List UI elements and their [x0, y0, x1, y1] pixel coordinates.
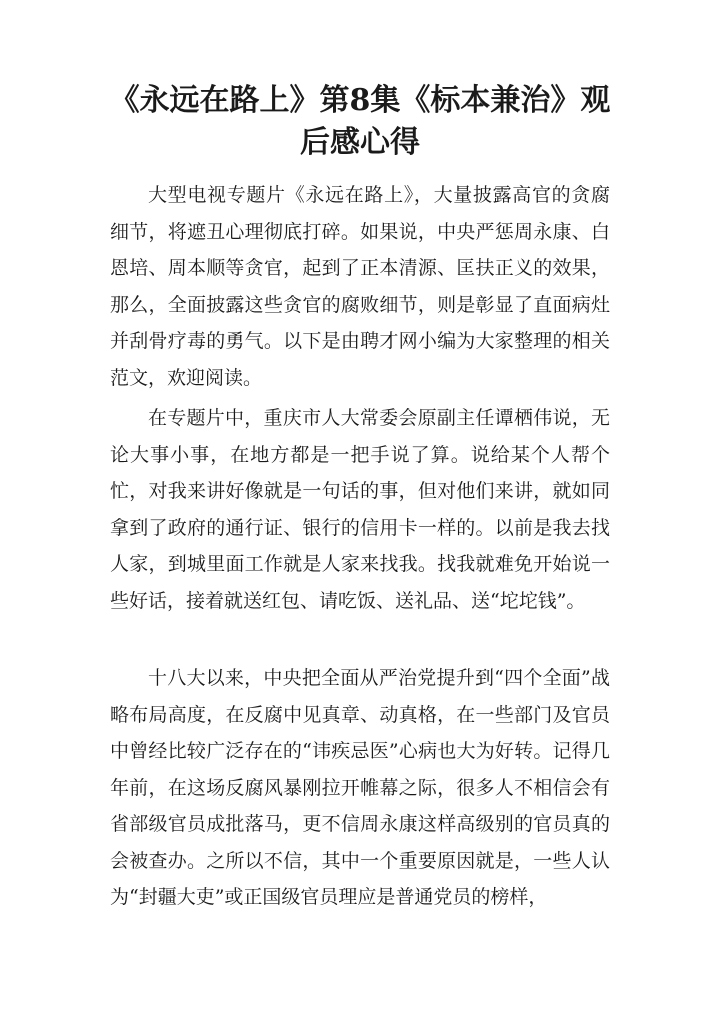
paragraph-intro: 大型电视专题片《永远在路上》，大量披露高官的贪腐细节，将遮丑心理彻底打碎。如果说，中央严惩周永康、白恩培、周本顺等贪官，起到了正本清源、匡扶正义的效果，那么，全面披露这些贪官的腐败细节，则是彰显了直面病灶并刮骨疗毒的勇气。以下是由聘才网小编为大家整理的相关范文，欢迎阅读。: [110, 184, 610, 389]
paragraph-analysis: 十八大以来，中央把全面从严治党提升到“四个全面”战略布局高度，在反腐中见真章、动真格，在一些部门及官员中曾经比较广泛存在的“讳疾忌医”心病也大为好转。记得几年前，在这场反腐风暴刚拉开帷幕之际，很多人不相信会有省部级官员成批落马，更不信周永康这样高级别的官员真的会被查办。之所以不信，其中一个重要原因就是，一些人认为“封疆大吏”或正国级官员理应是普通党员的榜样，: [110, 667, 610, 908]
document-title: 《永远在路上》第8集《标本兼治》观后感心得: [109, 83, 611, 160]
paragraph-testimony: 在专题片中，重庆市人大常委会原副主任谭栖伟说，无论大事小事，在地方都是一把手说了算。说给某个人帮个忙，对我来讲好像就是一句话的事，但对他们来讲，就如同拿到了政府的通行证、银行的信用卡一样的。以前是我去找人家，到城里面工作就是人家来找我。找我就难免开始说一些好话，接着就送红包、请吃饭、送礼品、送“坨坨钱”。: [110, 407, 610, 612]
